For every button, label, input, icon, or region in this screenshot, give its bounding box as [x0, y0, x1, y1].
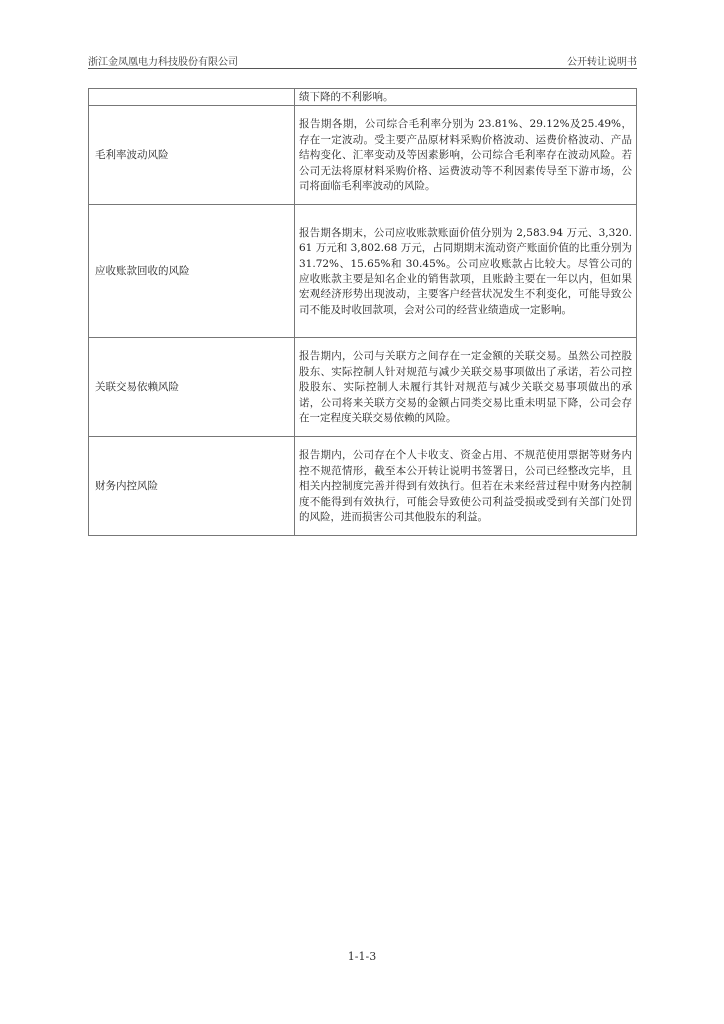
risk-description-cell: 报告期内，公司存在个人卡收支、资金占用、不规范使用票据等财务内控不规范情形，截至本公开转让说明书签署日，公司已经整改完毕，且相关内控制度完善并得到有效执行。但若在未来经营过程中财务内控制度不能得到有效执行，可能会导致使公司利益受损或受到有关部门处罚的风险，进而损害公司其他股东的利益。 — [295, 437, 637, 536]
risk-description-cell: 报告期内，公司与关联方之间存在一定金额的关联交易。虽然公司控股股东、实际控制人针对规范与减少关联交易事项做出了承诺，若公司控股股东、实际控制人未履行其针对规范与减少关联交易事项做出的承诺，公司将来关联方交易的金额占同类交易比重未明显下降，公司会存在一定程度关联交易依赖的风险。 — [295, 338, 637, 437]
table-row — [89, 338, 637, 437]
table-row — [89, 437, 637, 536]
table-row — [89, 89, 637, 106]
header-document-type: 公开转让说明书 — [567, 57, 637, 68]
header-company-name: 浙江金凤凰电力科技股份有限公司 — [88, 57, 238, 68]
page-header — [88, 52, 637, 69]
risk-name-cell: 关联交易依赖风险 — [89, 338, 295, 437]
risk-description-cell: 报告期各期末，公司应收账款账面价值分别为 2,583.94 万元、3,320.61 万元和 3,802.68 万元，占同期期末流动资产账面价值的比重分别为 31.72%、15.65%和 30.45%。公司应收账款占比较大。尽管公司的应收账款主要是知名企业的销售款项，且账龄主要在一年以内，但如果宏观经济形势出现波动，主要客户经营状况发生不利变化，可能导致公司不能及时收回款项，会对公司的经营业绩造成一定影响。 — [295, 205, 637, 338]
risk-name-cell: 财务内控风险 — [89, 437, 295, 536]
risk-description-cell: 绩下降的不利影响。 — [295, 89, 637, 106]
risk-name-cell: 应收账款回收的风险 — [89, 205, 295, 338]
risk-factors-table — [88, 88, 637, 536]
table-row — [89, 205, 637, 338]
risk-description-cell: 报告期各期，公司综合毛利率分别为 23.81%、29.12%及25.49%，存在一定波动。受主要产品原材料采购价格波动、运费价格波动、产品结构变化、汇率变动及等因素影响，公司综合毛利率存在波动风险。若公司无法将原材料采购价格、运费波动等不利因素传导至下游市场，公司将面临毛利率波动的风险。 — [295, 106, 637, 205]
page-number: 1-1-3 — [347, 950, 377, 963]
risk-name-cell — [89, 89, 295, 106]
table-row — [89, 106, 637, 205]
risk-name-cell: 毛利率波动风险 — [89, 106, 295, 205]
